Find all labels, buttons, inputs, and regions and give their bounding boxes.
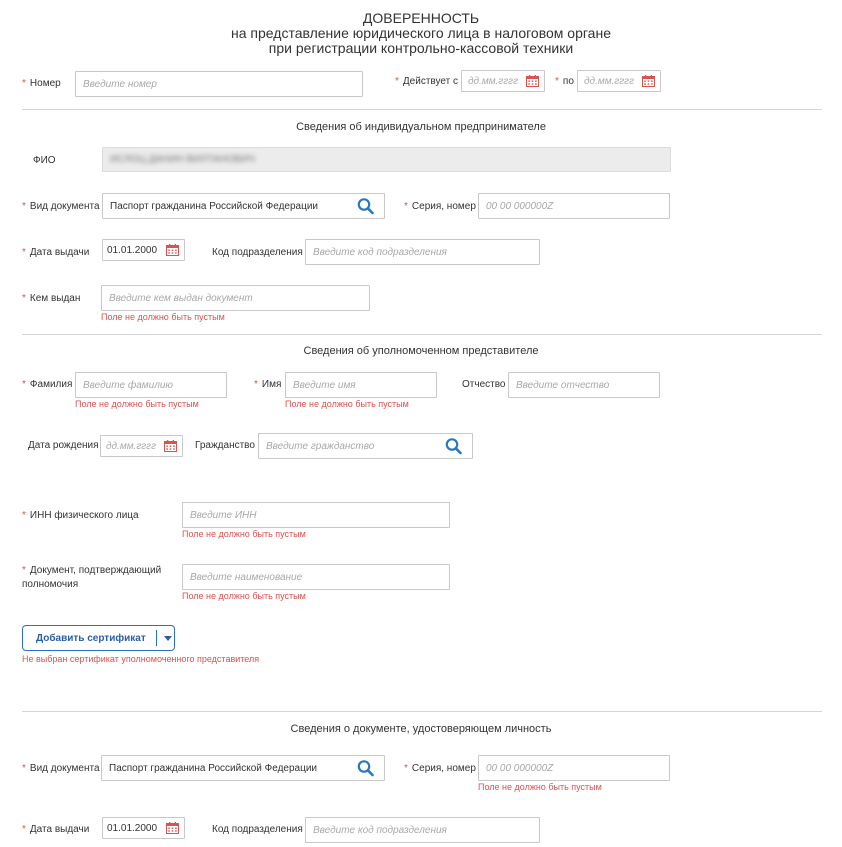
valid-from-date-input[interactable]: дд.мм.гггг — [461, 70, 545, 92]
id-series-input[interactable]: 00 00 000000Z — [478, 755, 670, 781]
issued-by-label: * Кем выдан — [22, 293, 81, 304]
document-subtitle-2: при регистрации контрольно-кассовой техники — [268, 40, 574, 56]
calendar-icon[interactable] — [166, 822, 179, 834]
id-doc-type-label: * Вид документа — [22, 763, 100, 774]
birth-date-input[interactable]: дд.мм.гггг — [100, 435, 183, 457]
search-icon[interactable] — [357, 760, 374, 777]
calendar-icon[interactable] — [642, 75, 655, 87]
valid-to-label: * по — [555, 76, 574, 87]
document-title: ДОВЕРЕННОСТЬ — [362, 10, 480, 26]
number-input[interactable]: Введите номер — [75, 71, 363, 97]
patronymic-input[interactable]: Введите отчество — [508, 372, 660, 398]
id-dept-code-label: Код подразделения — [212, 824, 303, 835]
fio-value: ИСЛОЦ ДАНИН ВИЛТАНОВИЧ — [110, 154, 255, 165]
birth-date-label: Дата рождения — [28, 440, 99, 451]
issue-date-input[interactable]: 01.01.2000 — [102, 239, 185, 261]
issued-by-input[interactable]: Введите кем выдан документ — [101, 285, 370, 311]
section-title-entrepreneur: Сведения об индивидуальном предпринимателе — [296, 121, 546, 133]
valid-to-date-input[interactable]: дд.мм.гггг — [577, 70, 661, 92]
section-divider — [22, 334, 822, 335]
certificate-error: Не выбран сертификат уполномоченного представителя — [22, 654, 260, 664]
surname-label: * Фамилия — [22, 379, 73, 390]
fio-label: ФИО — [33, 155, 56, 166]
name-input[interactable]: Введите имя — [285, 372, 437, 398]
inn-input[interactable]: Введите ИНН — [182, 502, 450, 528]
section-divider — [22, 109, 822, 110]
issued-by-error: Поле не должно быть пустым — [101, 312, 225, 322]
id-doc-type-select[interactable]: Паспорт гражданина Российской Федерации — [101, 755, 385, 781]
id-issue-date-input[interactable]: 01.01.2000 — [102, 817, 185, 839]
dept-code-label: Код подразделения — [212, 247, 303, 258]
id-dept-code-input[interactable]: Введите код подразделения — [305, 817, 540, 843]
add-certificate-label: Добавить сертификат — [36, 632, 146, 644]
authority-doc-error: Поле не должно быть пустым — [182, 591, 306, 601]
id-issue-date-label: * Дата выдачи — [22, 824, 90, 835]
name-error: Поле не должно быть пустым — [285, 399, 409, 409]
search-icon[interactable] — [445, 438, 462, 455]
inn-error: Поле не должно быть пустым — [182, 529, 306, 539]
chevron-down-icon[interactable] — [164, 636, 172, 641]
id-series-label: * Серия, номер — [404, 763, 476, 774]
add-certificate-button[interactable] — [22, 625, 175, 651]
authority-doc-label: * Документ, подтверждающий — [22, 565, 162, 576]
search-icon[interactable] — [357, 198, 374, 215]
fio-field — [102, 147, 671, 172]
valid-from-label: * Действует с — [395, 76, 458, 87]
name-label: * Имя — [254, 379, 282, 390]
inn-label: * ИНН физического лица — [22, 510, 139, 521]
document-subtitle-1: на представление юридического лица в налоговом органе — [231, 25, 611, 41]
citizenship-select[interactable]: Введите гражданство — [258, 433, 473, 459]
patronymic-label: Отчество — [462, 379, 506, 390]
surname-error: Поле не должно быть пустым — [75, 399, 199, 409]
dept-code-input[interactable]: Введите код подразделения — [305, 239, 540, 265]
citizenship-label: Гражданство — [195, 440, 255, 451]
issue-date-label: * Дата выдачи — [22, 247, 90, 258]
number-label: * Номер — [22, 78, 61, 89]
section-divider — [22, 711, 822, 712]
calendar-icon[interactable] — [526, 75, 539, 87]
calendar-icon[interactable] — [166, 244, 179, 256]
id-series-error: Поле не должно быть пустым — [478, 782, 602, 792]
authority-doc-input[interactable]: Введите наименование — [182, 564, 450, 590]
calendar-icon[interactable] — [164, 440, 177, 452]
series-label: * Серия, номер — [404, 201, 476, 212]
section-title-representative: Сведения об уполномоченном представителе — [303, 345, 539, 357]
button-separator — [156, 630, 157, 646]
section-title-id-document: Сведения о документе, удостоверяющем личность — [290, 723, 552, 735]
required-mark: * — [22, 78, 26, 89]
doc-type-select[interactable]: Паспорт гражданина Российской Федерации — [102, 193, 385, 219]
series-input[interactable]: 00 00 000000Z — [478, 193, 670, 219]
surname-input[interactable]: Введите фамилию — [75, 372, 227, 398]
doc-type-label: * Вид документа — [22, 201, 100, 212]
authority-doc-label-2: полномочия — [22, 579, 79, 590]
